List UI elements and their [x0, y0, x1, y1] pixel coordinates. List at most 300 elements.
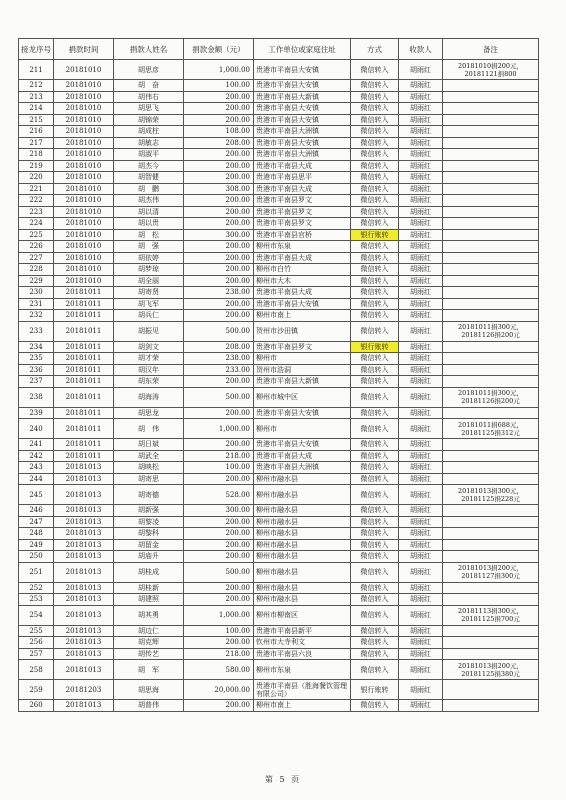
cell-note — [443, 700, 539, 712]
cell-method: 微信转入 — [351, 637, 399, 649]
table-row — [19, 376, 539, 388]
cell-receiver: 胡雨红 — [399, 195, 443, 207]
cell-name: 胡建照 — [114, 594, 184, 606]
cell-receiver: 胡雨红 — [399, 353, 443, 365]
table-row — [19, 264, 539, 276]
cell-name: 胡梦琼 — [114, 264, 184, 276]
cell-seq: 253 — [19, 594, 54, 606]
cell-name: 胡 强 — [114, 241, 184, 253]
cell-method: 微信转入 — [351, 80, 399, 92]
cell-receiver: 胡雨红 — [399, 275, 443, 287]
cell-name: 胡全丽 — [114, 275, 184, 287]
cell-name: 胡克辉 — [114, 637, 184, 649]
cell-seq: 260 — [19, 700, 54, 712]
cell-receiver: 胡雨红 — [399, 60, 443, 80]
cell-amount: 200.00 — [184, 160, 254, 172]
table-row — [19, 229, 539, 241]
cell-address: 柳州市融水县 — [254, 516, 351, 528]
cell-amount: 200.00 — [184, 264, 254, 276]
cell-receiver: 胡雨红 — [399, 252, 443, 264]
cell-method: 微信转入 — [351, 103, 399, 115]
cell-seq: 225 — [19, 229, 54, 241]
cell-date: 20181010 — [54, 218, 114, 230]
cell-note — [443, 473, 539, 485]
cell-address: 贵港市平南县大成 — [254, 252, 351, 264]
cell-note — [443, 126, 539, 138]
cell-seq: 247 — [19, 516, 54, 528]
cell-method: 微信转入 — [351, 528, 399, 540]
cell-address: 柳州市融水县 — [254, 582, 351, 594]
cell-amount: 580.00 — [184, 660, 254, 680]
cell-address: 柳州市大木 — [254, 275, 351, 287]
cell-name: 胡 军 — [114, 660, 184, 680]
table-row — [19, 594, 539, 606]
cell-note — [443, 364, 539, 376]
cell-receiver: 胡雨红 — [399, 528, 443, 540]
cell-name: 胡黎凌 — [114, 516, 184, 528]
cell-seq: 251 — [19, 562, 54, 582]
cell-seq: 240 — [19, 419, 54, 439]
cell-receiver: 胡雨红 — [399, 680, 443, 700]
table-row — [19, 341, 539, 353]
cell-name: 胡传艺 — [114, 648, 184, 660]
table-row — [19, 91, 539, 103]
cell-address: 钦州市大寺利文 — [254, 637, 351, 649]
cell-amount: 200.00 — [184, 91, 254, 103]
cell-method: 微信转入 — [351, 275, 399, 287]
cell-name: 胡庙升 — [114, 551, 184, 563]
cell-name: 胡映松 — [114, 462, 184, 474]
cell-address: 贵港市平南县大成 — [254, 160, 351, 172]
cell-name: 胡 奋 — [114, 80, 184, 92]
cell-note: 20181013捐200元，20181127捐300元 — [443, 562, 539, 582]
cell-address: 柳州市融水县 — [254, 562, 351, 582]
cell-seq: 219 — [19, 160, 54, 172]
cell-amount: 208.00 — [184, 137, 254, 149]
cell-method: 微信转入 — [351, 473, 399, 485]
cell-method: 微信转入 — [351, 387, 399, 407]
cell-seq: 228 — [19, 264, 54, 276]
cell-note — [443, 103, 539, 115]
header-note: 备注 — [443, 39, 539, 60]
cell-date: 20181011 — [54, 310, 114, 322]
cell-date: 20181011 — [54, 364, 114, 376]
cell-address: 柳州市城中区 — [254, 387, 351, 407]
cell-date: 20181011 — [54, 353, 114, 365]
cell-seq: 235 — [19, 353, 54, 365]
table-row — [19, 114, 539, 126]
cell-note — [443, 310, 539, 322]
cell-amount: 200.00 — [184, 376, 254, 388]
cell-note: 20181011捐300元，20181126捐200元 — [443, 321, 539, 341]
cell-method: 微信转入 — [351, 516, 399, 528]
cell-address: 柳州市融水县 — [254, 539, 351, 551]
cell-address: 贺州市浩洞 — [254, 364, 351, 376]
cell-method: 微信转入 — [351, 700, 399, 712]
cell-date: 20181011 — [54, 321, 114, 341]
cell-name: 胡敏志 — [114, 137, 184, 149]
cell-method: 微信转入 — [351, 298, 399, 310]
cell-receiver: 胡雨红 — [399, 485, 443, 505]
cell-amount: 200.00 — [184, 594, 254, 606]
cell-note — [443, 551, 539, 563]
cell-method: 微信转入 — [351, 605, 399, 625]
cell-receiver: 胡雨红 — [399, 218, 443, 230]
cell-name: 胡武全 — [114, 450, 184, 462]
cell-seq: 217 — [19, 137, 54, 149]
cell-seq: 259 — [19, 680, 54, 700]
cell-seq: 249 — [19, 539, 54, 551]
cell-amount: 100.00 — [184, 80, 254, 92]
cell-name: 胡杰今 — [114, 160, 184, 172]
cell-address: 贵港市平南县大安镇 — [254, 60, 351, 80]
cell-date: 20181013 — [54, 625, 114, 637]
cell-method: 微信转入 — [351, 195, 399, 207]
table-row — [19, 419, 539, 439]
table-row — [19, 206, 539, 218]
cell-method: 微信转入 — [351, 160, 399, 172]
cell-name: 胡思龙 — [114, 407, 184, 419]
cell-seq: 250 — [19, 551, 54, 563]
header-address: 工作单位或家庭住址 — [254, 39, 351, 60]
cell-method: 微信转入 — [351, 660, 399, 680]
cell-address: 贵港市平南县大安镇 — [254, 407, 351, 419]
cell-method: 微信转入 — [351, 505, 399, 517]
cell-date: 20181010 — [54, 229, 114, 241]
cell-amount: 200.00 — [184, 298, 254, 310]
cell-note — [443, 218, 539, 230]
cell-receiver: 胡雨红 — [399, 505, 443, 517]
cell-receiver: 胡雨红 — [399, 241, 443, 253]
cell-name: 胡其勇 — [114, 605, 184, 625]
cell-date: 20181013 — [54, 637, 114, 649]
table-row — [19, 287, 539, 299]
table-row — [19, 648, 539, 660]
cell-amount: 1,000.00 — [184, 419, 254, 439]
cell-seq: 233 — [19, 321, 54, 341]
cell-seq: 242 — [19, 450, 54, 462]
cell-note — [443, 680, 539, 700]
table-row — [19, 505, 539, 517]
table-body — [19, 60, 539, 712]
cell-amount: 238.00 — [184, 287, 254, 299]
cell-seq: 211 — [19, 60, 54, 80]
cell-method: 银行账转 — [351, 229, 399, 241]
cell-date: 20181011 — [54, 450, 114, 462]
cell-receiver: 胡雨红 — [399, 582, 443, 594]
cell-date: 20181010 — [54, 195, 114, 207]
cell-note — [443, 528, 539, 540]
cell-address: 柳州市融水县 — [254, 551, 351, 563]
cell-amount: 20,000.00 — [184, 680, 254, 700]
cell-address: 贵港市平南县大安镇 — [254, 439, 351, 451]
cell-address: 柳州市融水县 — [254, 505, 351, 517]
cell-note — [443, 376, 539, 388]
cell-amount: 238.00 — [184, 353, 254, 365]
cell-seq: 223 — [19, 206, 54, 218]
cell-amount: 208.00 — [184, 341, 254, 353]
table-row — [19, 680, 539, 700]
cell-amount: 200.00 — [184, 637, 254, 649]
cell-amount: 218.00 — [184, 648, 254, 660]
cell-address: 贵港市平南县大成 — [254, 183, 351, 195]
cell-receiver: 胡雨红 — [399, 439, 443, 451]
cell-receiver: 胡雨红 — [399, 114, 443, 126]
cell-date: 20181013 — [54, 505, 114, 517]
cell-receiver: 胡雨红 — [399, 462, 443, 474]
header-amount: 捐款金额（元） — [184, 39, 254, 60]
cell-date: 20181010 — [54, 160, 114, 172]
cell-amount: 200.00 — [184, 275, 254, 287]
cell-note: 20181013捐200元，20181125捐380元 — [443, 660, 539, 680]
table-row — [19, 637, 539, 649]
cell-note — [443, 206, 539, 218]
cell-note — [443, 450, 539, 462]
cell-date: 20181013 — [54, 605, 114, 625]
cell-seq: 234 — [19, 341, 54, 353]
cell-address: 贺州市沙田镇 — [254, 321, 351, 341]
cell-date: 20181010 — [54, 80, 114, 92]
cell-address: 贵港市平南县大新镇 — [254, 91, 351, 103]
cell-name: 胡以贵 — [114, 218, 184, 230]
table-row — [19, 660, 539, 680]
cell-seq: 243 — [19, 462, 54, 474]
cell-name: 胡普伟 — [114, 700, 184, 712]
cell-date: 20181011 — [54, 387, 114, 407]
cell-name: 胡桂新 — [114, 582, 184, 594]
cell-name: 胡伟右 — [114, 91, 184, 103]
cell-note — [443, 439, 539, 451]
cell-seq: 218 — [19, 149, 54, 161]
cell-receiver: 胡雨红 — [399, 137, 443, 149]
cell-note: 20181010捐200元，20181121捐800 — [443, 60, 539, 80]
cell-address: 贵港市平南县大洲镇 — [254, 126, 351, 138]
cell-name: 胡留金 — [114, 539, 184, 551]
cell-note — [443, 462, 539, 474]
cell-amount: 200.00 — [184, 241, 254, 253]
cell-date: 20181010 — [54, 252, 114, 264]
cell-note — [443, 648, 539, 660]
cell-date: 20181011 — [54, 407, 114, 419]
cell-address: 贵港市平南县大安镇 — [254, 80, 351, 92]
cell-address: 柳州市融水县 — [254, 594, 351, 606]
table-row — [19, 551, 539, 563]
cell-seq: 256 — [19, 637, 54, 649]
cell-method: 微信转入 — [351, 539, 399, 551]
table-row — [19, 80, 539, 92]
cell-seq: 226 — [19, 241, 54, 253]
cell-receiver: 胡雨红 — [399, 625, 443, 637]
cell-name: 胡兵仁 — [114, 310, 184, 322]
cell-address: 贵港市平南县大安镇 — [254, 114, 351, 126]
cell-seq: 213 — [19, 91, 54, 103]
table-row — [19, 439, 539, 451]
cell-date: 20181010 — [54, 275, 114, 287]
cell-note: 20181113捐300元，20181125捐700元 — [443, 605, 539, 625]
cell-name: 胡剑文 — [114, 341, 184, 353]
cell-date: 20181013 — [54, 648, 114, 660]
table-row — [19, 241, 539, 253]
cell-amount: 233.00 — [184, 364, 254, 376]
table-row — [19, 387, 539, 407]
cell-receiver: 胡雨红 — [399, 287, 443, 299]
cell-address: 贵港市平南县思平 — [254, 172, 351, 184]
cell-name: 胡锦荣 — [114, 114, 184, 126]
cell-receiver: 胡雨红 — [399, 473, 443, 485]
cell-address: 贵港市平南县大洲镇 — [254, 462, 351, 474]
cell-note: 20181013捐300元，20181125捐228元 — [443, 485, 539, 505]
cell-seq: 212 — [19, 80, 54, 92]
cell-amount: 300.00 — [184, 505, 254, 517]
cell-note — [443, 137, 539, 149]
cell-date: 20181010 — [54, 241, 114, 253]
table-row — [19, 353, 539, 365]
cell-date: 20181013 — [54, 582, 114, 594]
cell-seq: 215 — [19, 114, 54, 126]
table-row — [19, 126, 539, 138]
cell-note — [443, 625, 539, 637]
cell-receiver: 胡雨红 — [399, 594, 443, 606]
cell-name: 胡成柱 — [114, 126, 184, 138]
cell-address: 柳州市融水县 — [254, 485, 351, 505]
cell-name: 胡 伟 — [114, 419, 184, 439]
cell-date: 20181010 — [54, 264, 114, 276]
cell-date: 20181013 — [54, 660, 114, 680]
cell-address: 柳州市 — [254, 353, 351, 365]
cell-address: 贵港市平南县大安镇 — [254, 298, 351, 310]
cell-name: 胡新强 — [114, 505, 184, 517]
table-row — [19, 60, 539, 80]
cell-receiver: 胡雨红 — [399, 562, 443, 582]
cell-amount: 100.00 — [184, 462, 254, 474]
table-row — [19, 582, 539, 594]
cell-address: 贵港市平南县大安镇 — [254, 103, 351, 115]
cell-method: 微信转入 — [351, 241, 399, 253]
table-row — [19, 364, 539, 376]
cell-name: 胡飞军 — [114, 298, 184, 310]
cell-name: 胡思彦 — [114, 60, 184, 80]
cell-receiver: 胡雨红 — [399, 206, 443, 218]
cell-name: 胡日斌 — [114, 439, 184, 451]
cell-amount: 1,000.00 — [184, 60, 254, 80]
cell-date: 20181013 — [54, 594, 114, 606]
cell-date: 20181010 — [54, 137, 114, 149]
table-row — [19, 183, 539, 195]
cell-name: 胡边仁 — [114, 625, 184, 637]
header-seq: 接龙序号 — [19, 39, 54, 60]
cell-amount: 500.00 — [184, 321, 254, 341]
cell-note: 20181011捐300元，20181126捐200元 — [443, 387, 539, 407]
cell-method: 微信转入 — [351, 218, 399, 230]
cell-name: 胡 松 — [114, 229, 184, 241]
cell-amount: 200.00 — [184, 539, 254, 551]
cell-seq: 254 — [19, 605, 54, 625]
cell-note — [443, 114, 539, 126]
cell-amount: 108.00 — [184, 126, 254, 138]
cell-receiver: 胡雨红 — [399, 407, 443, 419]
cell-method: 微信转入 — [351, 287, 399, 299]
cell-method: 微信转入 — [351, 407, 399, 419]
cell-method: 微信转入 — [351, 376, 399, 388]
cell-seq: 227 — [19, 252, 54, 264]
cell-address: 贵港市平南县罗文 — [254, 341, 351, 353]
cell-amount: 308.00 — [184, 183, 254, 195]
cell-note — [443, 275, 539, 287]
cell-amount: 200.00 — [184, 252, 254, 264]
cell-address: 柳州市白竹 — [254, 264, 351, 276]
cell-receiver: 胡雨红 — [399, 160, 443, 172]
cell-name: 胡振见 — [114, 321, 184, 341]
cell-seq: 257 — [19, 648, 54, 660]
cell-seq: 238 — [19, 387, 54, 407]
cell-name: 胡才荣 — [114, 353, 184, 365]
cell-receiver: 胡雨红 — [399, 700, 443, 712]
cell-receiver: 胡雨红 — [399, 364, 443, 376]
table-row — [19, 149, 539, 161]
cell-name: 胡 鹏 — [114, 183, 184, 195]
cell-name: 胡海涛 — [114, 387, 184, 407]
cell-receiver: 胡雨红 — [399, 183, 443, 195]
header-date: 捐款时间 — [54, 39, 114, 60]
cell-amount: 200.00 — [184, 582, 254, 594]
cell-method: 微信转入 — [351, 206, 399, 218]
cell-name: 胡寄思 — [114, 473, 184, 485]
cell-date: 20181013 — [54, 539, 114, 551]
cell-method: 微信转入 — [351, 450, 399, 462]
cell-address: 贵港市平南县官桥 — [254, 229, 351, 241]
cell-note — [443, 505, 539, 517]
cell-note: 20181011捐688元，20181125捐312元 — [443, 419, 539, 439]
cell-method: 微信转入 — [351, 183, 399, 195]
cell-address: 贵港市平南县大洲镇 — [254, 149, 351, 161]
cell-date: 20181013 — [54, 551, 114, 563]
page-number: 第 5 页 — [264, 775, 302, 784]
cell-receiver: 胡雨红 — [399, 91, 443, 103]
cell-method: 微信转入 — [351, 114, 399, 126]
cell-receiver: 胡雨红 — [399, 103, 443, 115]
cell-date: 20181013 — [54, 562, 114, 582]
cell-name: 胡桂成 — [114, 562, 184, 582]
cell-seq: 220 — [19, 172, 54, 184]
cell-receiver: 胡雨红 — [399, 229, 443, 241]
cell-amount: 200.00 — [184, 516, 254, 528]
cell-seq: 229 — [19, 275, 54, 287]
cell-note — [443, 298, 539, 310]
cell-amount: 100.00 — [184, 625, 254, 637]
cell-receiver: 胡雨红 — [399, 605, 443, 625]
cell-seq: 244 — [19, 473, 54, 485]
cell-method: 微信转入 — [351, 310, 399, 322]
cell-date: 20181010 — [54, 172, 114, 184]
header-row — [19, 39, 539, 60]
cell-receiver: 胡雨红 — [399, 298, 443, 310]
cell-method: 微信转入 — [351, 625, 399, 637]
cell-method: 微信转入 — [351, 172, 399, 184]
cell-method: 微信转入 — [351, 485, 399, 505]
cell-receiver: 胡雨红 — [399, 126, 443, 138]
donation-table — [18, 38, 539, 712]
cell-receiver: 胡雨红 — [399, 264, 443, 276]
cell-date: 20181010 — [54, 206, 114, 218]
cell-receiver: 胡雨红 — [399, 376, 443, 388]
table-row — [19, 252, 539, 264]
cell-amount: 200.00 — [184, 310, 254, 322]
cell-note — [443, 341, 539, 353]
cell-date: 20181011 — [54, 376, 114, 388]
table-row — [19, 450, 539, 462]
cell-receiver: 胡雨红 — [399, 321, 443, 341]
cell-method: 微信转入 — [351, 60, 399, 80]
